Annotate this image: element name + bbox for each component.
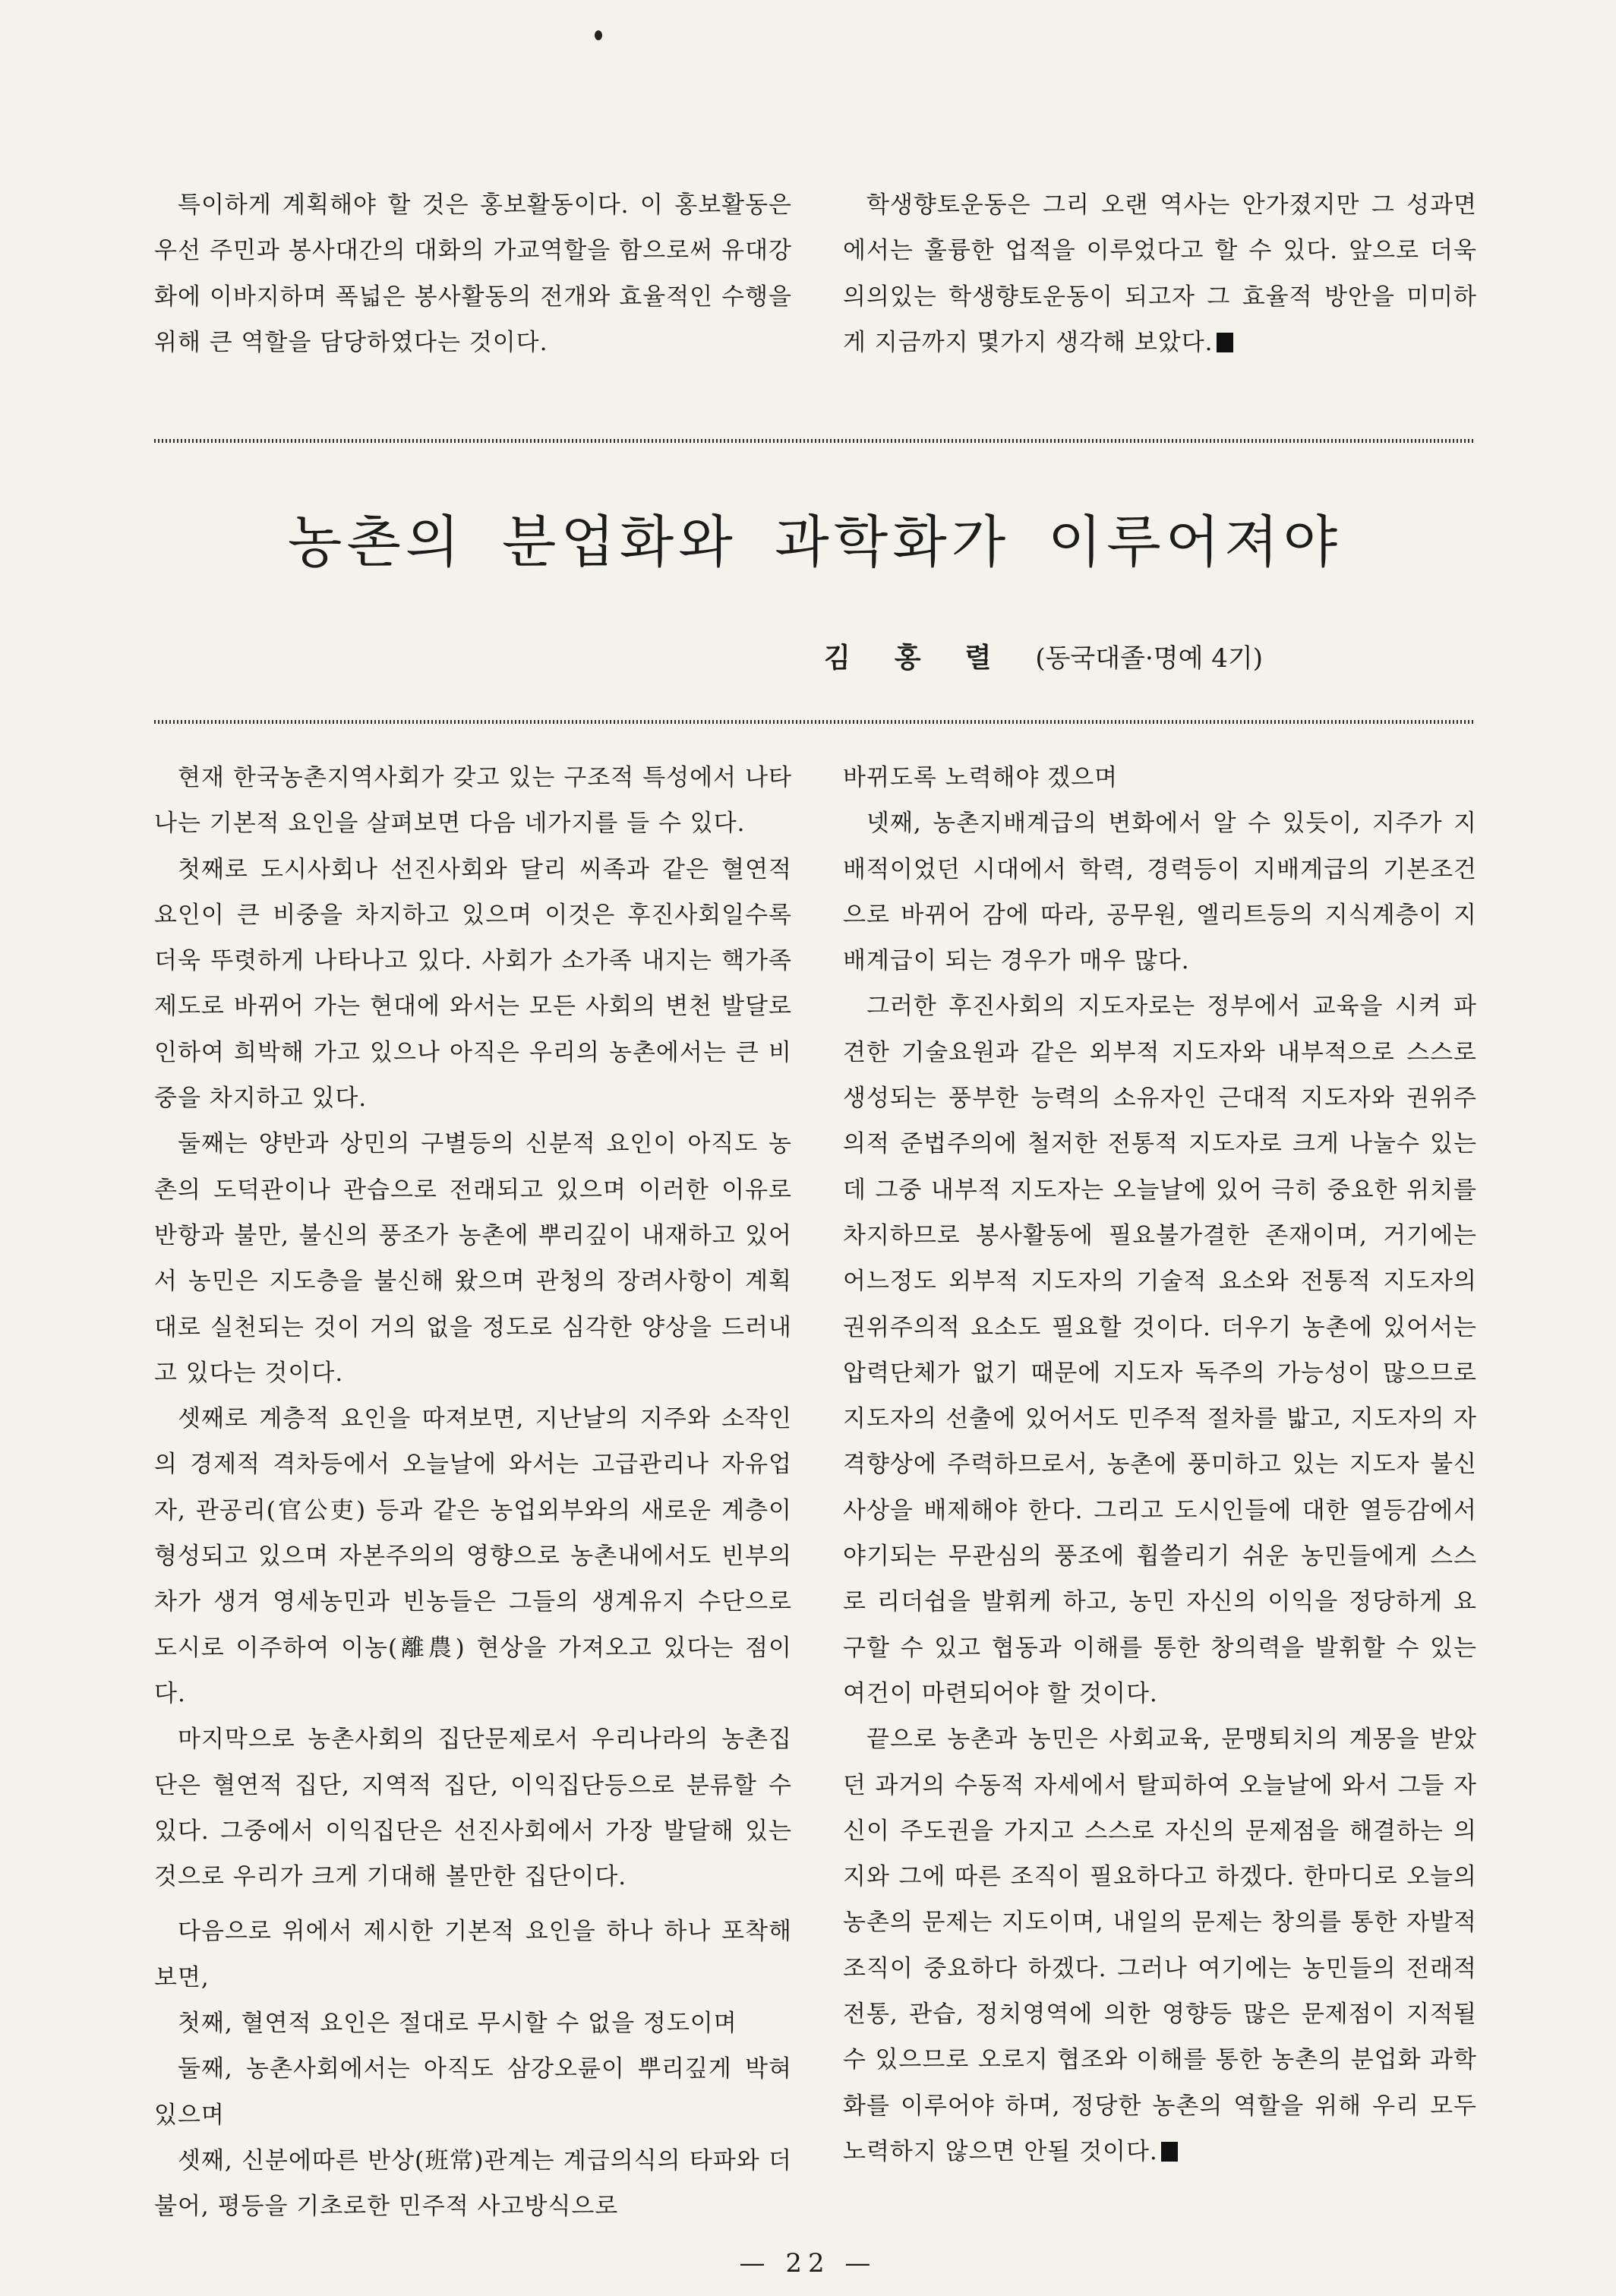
page-number: — 22 — [739, 2248, 877, 2279]
paragraph: 그러한 후진사회의 지도자로는 정부에서 교육을 시켜 파견한 기술요원과 같은 외부적 지도자와 내부적으로 스스로 생성되는 풍부한 능력의 소유자인 근대적 지도자와 권위주의적 준법주의에 철저한 전통적 지도자로 크게 나눌수 있는데 그중 내부적 지도자는 오늘날에 있어 극히 중요한 위치를 차지하므로 봉사활동에 필요불가결한 존재이며, 거기에는 어느정도 외부적 지도자의 기술적 요소와 전통적 지도자의 권위주의적 요소도 필요할 것이다. 더우기 농촌에 있어서는 압력단체가 없기 때문에 지도자 독주의 가능성이 많으므로 지도자의 선출에 있어서도 민주적 절차를 밟고, 지도자의 자격향상에 주력하므로서, 농촌에 풍미하고 있는 지도자 불신사상을 배제해야 한다. 그리고 도시인들에 대한 열등감에서 야기되는 무관심의 풍조에 휩쓸리기 쉬운 농민들에게 스스로 리더쉽을 발휘케 하고, 농민 자신의 이익을 정당하게 요구할 수 있고 협동과 이해를 통한 창의력을 발휘할 수 있는 여건이 마련되어야 할 것이다. [843, 993, 1477, 1707]
author-affiliation: (동국대졸·명예 4기) [1035, 643, 1264, 674]
top-right-column [843, 182, 1477, 365]
top-left-column [154, 182, 792, 365]
top-left-paragraph: 특이하게 계획해야 할 것은 홍보활동이다. 이 홍보활동은 우선 주민과 봉사대간의 대화의 가교역할을 함으로써 유대강화에 이바지하며 폭넓은 봉사활동의 전개와 효율적인 수행을 위해 큰 역할을 담당하였다는 것이다. [154, 191, 792, 356]
right-column [843, 755, 1477, 2174]
left-column [154, 755, 792, 2230]
top-right-paragraph: 학생향토운동은 그리 오랜 역사는 안가졌지만 그 성과면에서는 훌륭한 업적을 이루었다고 할 수 있다. 앞으로 더욱 의의있는 학생향토운동이 되고자 그 효율적 방안을 미미하게 지금까지 몇가지 생각해 보았다. [843, 191, 1477, 356]
dotted-divider-bottom [154, 720, 1476, 724]
paragraph: 첫째로 도시사회나 선진사회와 달리 씨족과 같은 혈연적 요인이 큰 비중을 차지하고 있으며 이것은 후진사회일수록 더욱 뚜렷하게 나타나고 있다. 사회가 소가족 내지는 핵가족제도로 바뀌어 가는 현대에 와서는 모든 사회의 변천 발달로 인하여 희박해 가고 있으나 아직은 우리의 농촌에서는 큰 비중을 차지하고 있다. [154, 855, 792, 1113]
paragraph: 셋째, 신분에따른 반상(班常)관계는 계급의식의 타파와 더불어, 평등을 기초로한 민주적 사고방식으로 [154, 2146, 792, 2221]
paragraph: 바뀌도록 노력해야 겠으며 [843, 764, 1119, 791]
paragraph: 다음으로 위에서 제시한 기본적 요인을 하나 하나 포착해 보면, [154, 1918, 792, 1991]
paragraph: 넷째, 농촌지배계급의 변화에서 알 수 있듯이, 지주가 지배적이었던 시대에서 학력, 경력등이 지배계급의 기본조건으로 바뀌어 감에 따라, 공무원, 엘리트등의 지식계층이 지배계급이 되는 경우가 매우 많다. [843, 810, 1477, 975]
paragraph: 둘째, 농촌사회에서는 아직도 삼강오륜이 뿌리깊게 박혀 있으며 [154, 2055, 792, 2129]
paragraph: 현재 한국농촌지역사회가 갖고 있는 구조적 특성에서 나타나는 기본적 요인을 살펴보면 다음 네가지를 들 수 있다. [154, 764, 792, 838]
author-name: 김홍렬 [824, 643, 1036, 674]
byline [824, 636, 1477, 675]
paragraph: 첫째, 혈연적 요인은 절대로 무시할 수 없을 정도이며 [178, 2010, 737, 2038]
end-mark [1217, 333, 1233, 352]
dotted-divider-top [154, 439, 1476, 443]
article-title: 농촌의 분업화와 과학화가 이루어져야 [287, 510, 1343, 575]
end-mark [1161, 2142, 1178, 2162]
paragraph: 끝으로 농촌과 농민은 사회교육, 문맹퇴치의 계몽을 받았던 과거의 수동적 자세에서 탈피하여 오늘날에 와서 그들 자신이 주도권을 가지고 스스로 자신의 문제점을 해결하는 의지와 그에 따른 조직이 필요하다고 하겠다. 한마디로 오늘의 농촌의 문제는 지도이며, 내일의 문제는 창의를 통한 자발적 조직이 중요하다 하겠다. 그러나 여기에는 농민들의 전래적 전통, 관습, 정치영역에 의한 영향등 많은 문제점이 지적될 수 있으므로 오로지 협조와 이해를 통한 농촌의 분업화 과학화를 이루어야 하며, 정당한 농촌의 역할을 위해 우리 모두 노력하지 않으면 안될 것이다. [843, 1726, 1477, 2165]
paragraph: 셋째로 계층적 요인을 따져보면, 지난날의 지주와 소작인의 경제적 격차등에서 오늘날에 와서는 고급관리나 자유업자, 관공리(官公吏) 등과 같은 농업외부와의 새로운 계층이 형성되고 있으며 자본주의의 영향으로 농촌내에서도 빈부의 차가 생겨 영세농민과 빈농들은 그들의 생계유지 수단으로 도시로 이주하여 이농(離農) 현상을 가져오고 있다는 점이다. [154, 1405, 792, 1707]
paragraph: 둘째는 양반과 상민의 구별등의 신분적 요인이 아직도 농촌의 도덕관이나 관습으로 전래되고 있으며 이러한 이유로 반항과 불만, 불신의 풍조가 농촌에 뿌리깊이 내재하고 있어서 농민은 지도층을 불신해 왔으며 관청의 장려사항이 계획대로 실천되는 것이 거의 없을 정도로 심각한 양상을 드러내고 있다는 것이다. [154, 1130, 792, 1387]
paragraph: 마지막으로 농촌사회의 집단문제로서 우리나라의 농촌집단은 혈연적 집단, 지역적 집단, 이익집단등으로 분류할 수 있다. 그중에서 이익집단은 선진사회에서 가장 발달해 있는 것으로 우리가 크게 기대해 볼만한 집단이다. [154, 1726, 792, 1891]
ink-speck [595, 30, 602, 40]
